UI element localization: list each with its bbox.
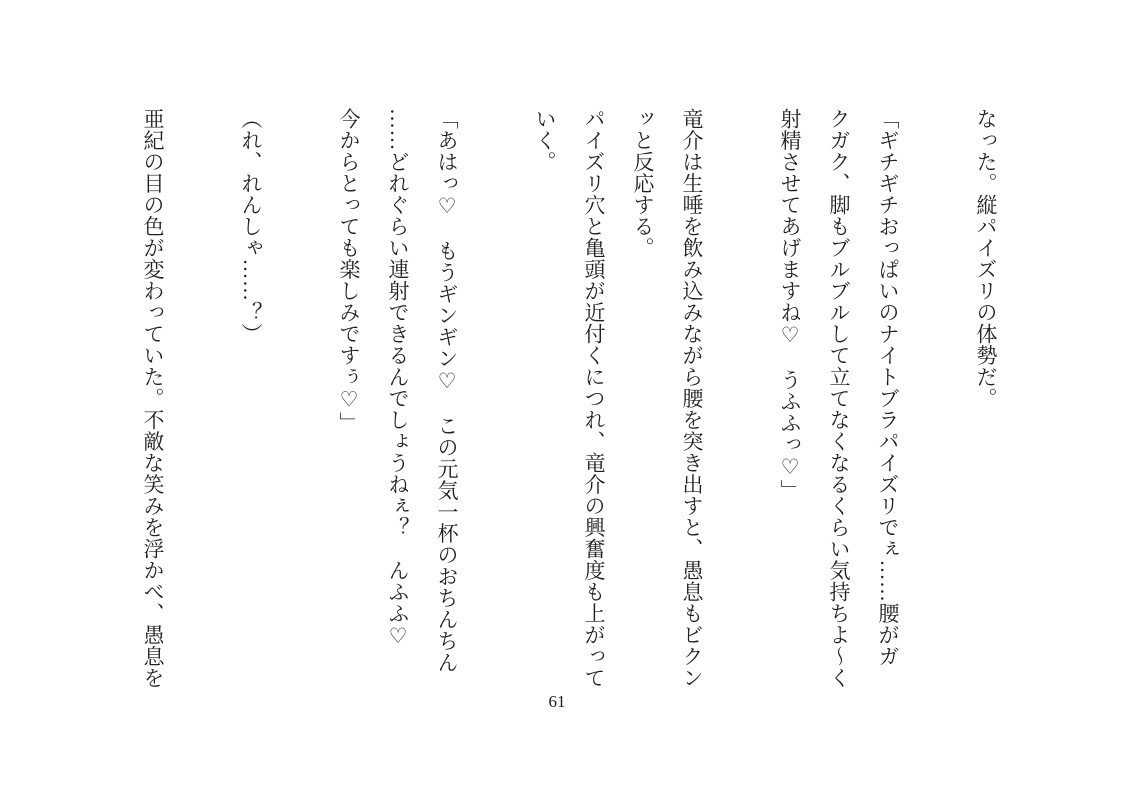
page-number: 61 — [548, 692, 566, 711]
text-line: ッと反応する。 — [631, 108, 655, 259]
text-line: パイズリ穴と亀頭が近付くにつれ、竜介の興奮度も上がって — [582, 108, 606, 689]
text-line: なった。縦パイズリの体勢だ。 — [974, 108, 998, 409]
text-line: 射精させてあげますね♡ うふふっ♡」 — [778, 108, 802, 501]
text-line: 「ギチギチおっぱいのナイトブラパイズリでぇ……腰がガ — [876, 108, 900, 667]
text-line: ……どれぐらい連射できるんでしょうねぇ？ んふふ♡ — [386, 108, 410, 649]
blank-line — [275, 108, 324, 748]
blank-line — [716, 108, 765, 748]
blank-line — [471, 108, 520, 748]
vertical-text-block — [128, 108, 1010, 748]
text-line: いく。 — [533, 108, 557, 173]
text-line: クガク、脚もブルブルして立てなくなるくらい気持ちよ～く — [827, 108, 851, 689]
text-line: 竜介は生唾を飲み込みながら腰を突き出すと、愚息もビクン — [680, 108, 704, 689]
text-line: （れ、れんしゃ……？） — [239, 108, 263, 345]
text-line: 今からとっても楽しみですぅ♡」 — [337, 108, 361, 434]
blank-line — [177, 108, 226, 748]
blank-line — [912, 108, 961, 748]
text-line: 「あはっ♡ もうギンギン♡ この元気一杯のおちんちん — [435, 108, 459, 673]
text-line: 亜紀の目の色が変わっていた。不敵な笑みを浮かべ、愚息を — [141, 108, 165, 689]
